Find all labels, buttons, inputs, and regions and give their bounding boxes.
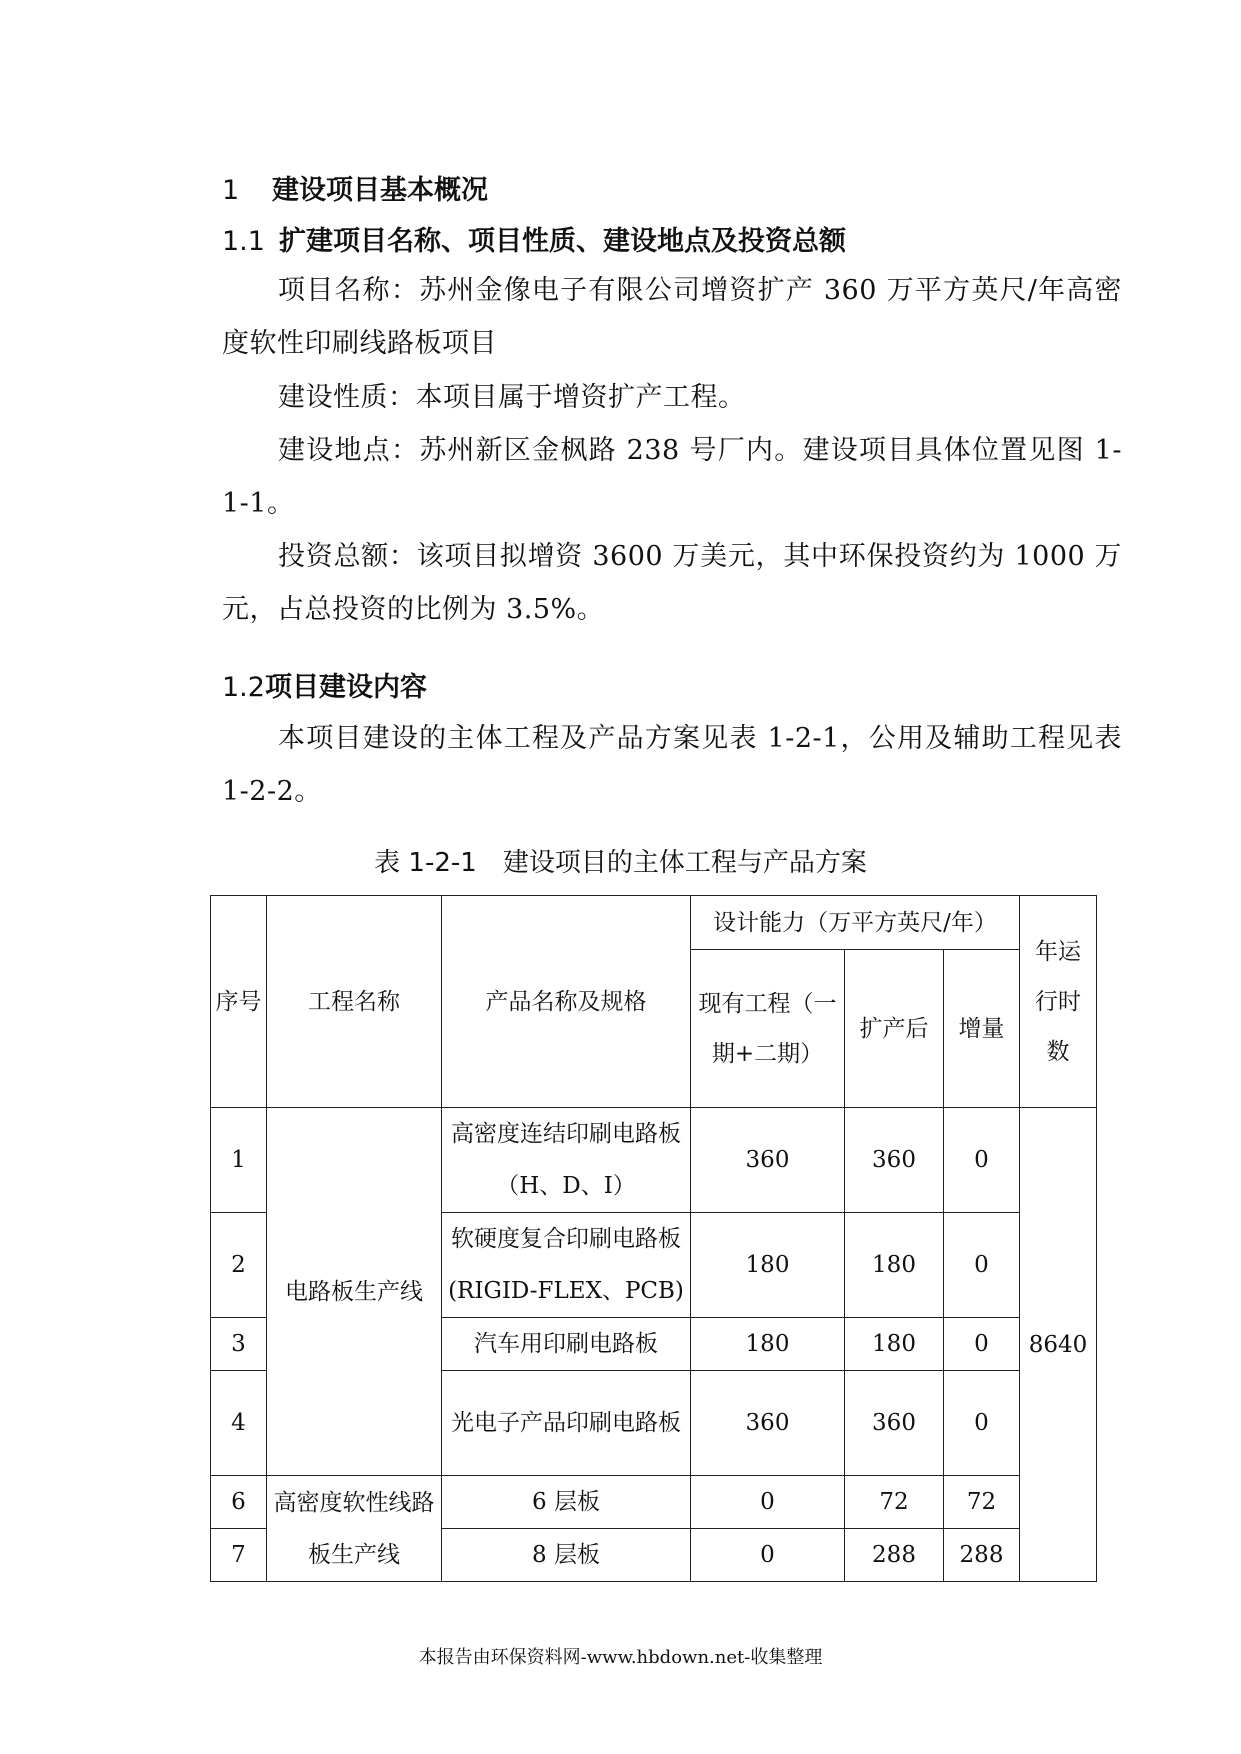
subsection-title: 项目建设内容 [264, 672, 427, 703]
product-table [210, 895, 1097, 1582]
cell-increase: 0 [944, 1213, 1020, 1318]
cell-existing: 180 [691, 1318, 845, 1371]
cell-existing: 0 [691, 1529, 845, 1582]
cell-product: 软硬度复合印刷电路板(RIGID-FLEX、PCB) [442, 1213, 691, 1318]
section-heading-1 [222, 168, 488, 207]
cell-seq: 1 [211, 1108, 267, 1213]
cell-existing: 360 [691, 1371, 845, 1476]
cell-seq: 3 [211, 1318, 267, 1371]
footer-note: 本报告由环保资料网-www.hbdown.net-收集整理 [418, 1647, 823, 1668]
paragraph-content: 本项目建设的主体工程及产品方案见表 1-2-1，公用及辅助工程见表 1-2-2。 [222, 723, 1122, 807]
table-caption: 表 1-2-1 建设项目的主体工程与产品方案 [374, 848, 867, 878]
cell-after: 180 [845, 1213, 944, 1318]
header-seq: 序号 [211, 896, 267, 1108]
cell-existing: 360 [691, 1108, 845, 1213]
paragraph-project-name: 项目名称：苏州金像电子有限公司增资扩产 360 万平方英尺/年高密度软性印刷线路板项目 [222, 275, 1122, 359]
cell-increase: 0 [944, 1108, 1020, 1213]
table-row [211, 1476, 1097, 1529]
cell-increase: 0 [944, 1371, 1020, 1476]
subsection-title: 扩建项目名称、项目性质、建设地点及投资总额 [278, 226, 846, 257]
cell-group-name: 高密度软性线路板生产线 [267, 1476, 442, 1582]
cell-hours: 8640 [1020, 1108, 1097, 1582]
header-after: 扩产后 [845, 950, 944, 1108]
cell-increase: 72 [944, 1476, 1020, 1529]
header-increase: 增量 [944, 950, 1020, 1108]
header-capacity: 设计能力（万平方英尺/年） [691, 896, 1020, 950]
cell-seq: 7 [211, 1529, 267, 1582]
cell-increase: 288 [944, 1529, 1020, 1582]
section-title: 建设项目基本概况 [272, 175, 488, 206]
cell-product: 8 层板 [442, 1529, 691, 1582]
cell-after: 180 [845, 1318, 944, 1371]
section-number: 1 [222, 175, 240, 206]
header-product: 产品名称及规格 [442, 896, 691, 1108]
header-existing: 现有工程（一期+二期） [691, 950, 845, 1108]
cell-seq: 4 [211, 1371, 267, 1476]
cell-existing: 0 [691, 1476, 845, 1529]
cell-after: 72 [845, 1476, 944, 1529]
table-row [211, 1108, 1097, 1213]
cell-after: 360 [845, 1371, 944, 1476]
cell-product: 光电子产品印刷电路板 [442, 1371, 691, 1476]
subsection-number: 1.1 [222, 226, 265, 257]
subsection-number: 1.2 [222, 672, 265, 703]
cell-product: 汽车用印刷电路板 [442, 1318, 691, 1371]
subsection-heading-1-2 [222, 665, 427, 704]
paragraph-construction-nature: 建设性质：本项目属于增资扩产工程。 [278, 382, 746, 413]
paragraph-investment: 投资总额：该项目拟增资 3600 万美元，其中环保投资约为 1000 万元，占总投资的比例为 3.5%。 [222, 541, 1122, 625]
cell-existing: 180 [691, 1213, 845, 1318]
subsection-heading-1-1 [222, 219, 846, 258]
cell-seq: 6 [211, 1476, 267, 1529]
cell-product: 6 层板 [442, 1476, 691, 1529]
header-project: 工程名称 [267, 896, 442, 1108]
cell-increase: 0 [944, 1318, 1020, 1371]
cell-seq: 2 [211, 1213, 267, 1318]
cell-after: 288 [845, 1529, 944, 1582]
paragraph-location: 建设地点：苏州新区金枫路 238 号厂内。建设项目具体位置见图 1-1-1。 [222, 435, 1122, 519]
cell-group-name: 电路板生产线 [267, 1108, 442, 1476]
header-hours: 年运行时数 [1020, 896, 1097, 1108]
cell-product: 高密度连结印刷电路板（H、D、I） [442, 1108, 691, 1213]
cell-after: 360 [845, 1108, 944, 1213]
